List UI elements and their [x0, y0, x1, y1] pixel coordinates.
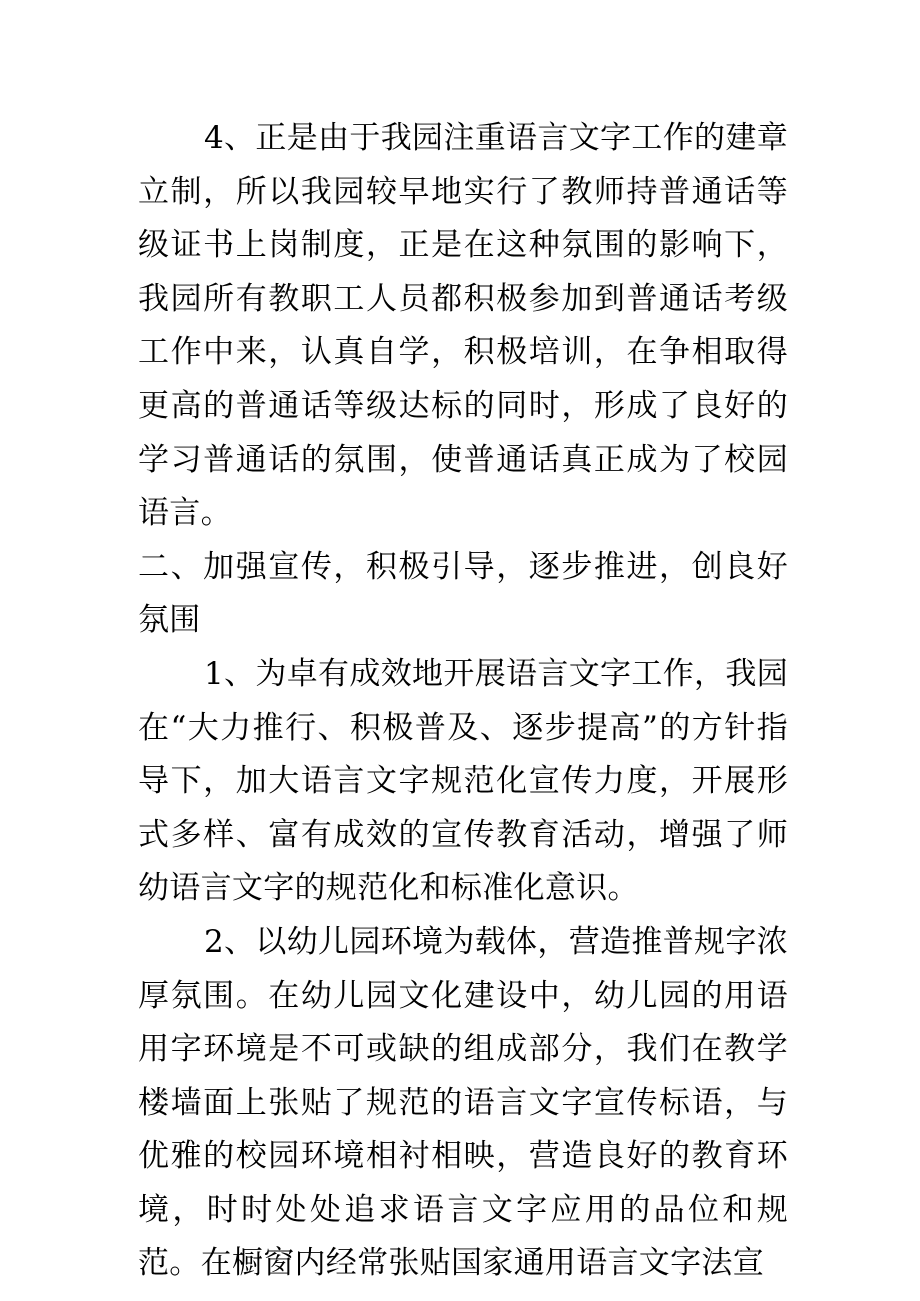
section-heading: 二、加强宣传，积极引导，逐步推进，创良好氛围	[138, 548, 788, 639]
document-page	[138, 112, 788, 1291]
paragraph-item-1: 1、为卓有成效地开展语言文字工作，我园在“大力推行、积极普及、逐步提高”的方针指导下，加大语言文字规范化宣传力度，开展形式多样、富有成效的宣传教育活动，增强了师幼语言文字的规范化和标准化意识。	[138, 655, 788, 907]
paragraph-item-4: 4、正是由于我园注重语言文字工作的建章立制，所以我园较早地实行了教师持普通话等级证书上岗制度，正是在这种氛围的影响下，我园所有教职工人员都积极参加到普通话考级工作中来，认真自学，积极培训，在争相取得更高的普通话等级达标的同时，形成了良好的学习普通话的氛围，使普通话真正成为了校园语言。	[138, 120, 788, 532]
paragraph-item-2: 2、以幼儿园环境为载体，营造推普规字浓厚氛围。在幼儿园文化建设中，幼儿园的用语用字环境是不可或缺的组成部分，我们在教学楼墙面上张贴了规范的语言文字宣传标语，与优雅的校园环境相衬相映，营造良好的教育环境，时时处处追求语言文字应用的品位和规范。在橱窗内经常张贴国家通用语言文字法宣	[138, 923, 788, 1282]
